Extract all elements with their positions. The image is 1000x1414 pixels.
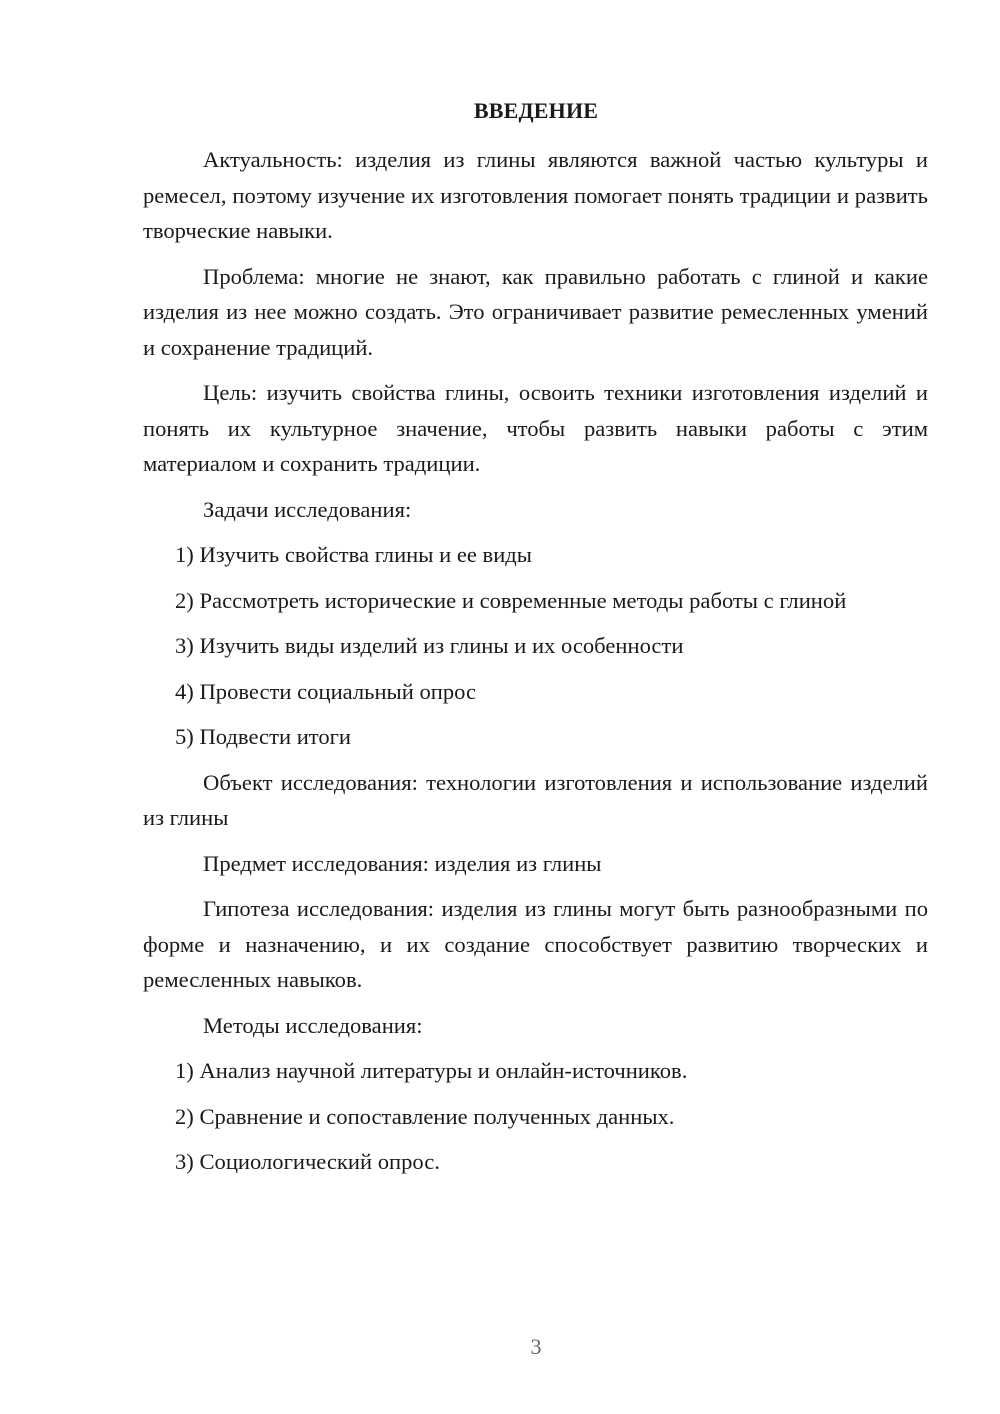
relevance-paragraph: Актуальность: изделия из глины являются важной частью культуры и ремесел, поэтому изучение их изготовления помогает понять традиции и развить творческие навыки. xyxy=(143,147,928,243)
subject-paragraph: Предмет исследования: изделия из глины xyxy=(203,850,602,876)
section-heading: ВВЕДЕНИЕ xyxy=(473,98,599,123)
introduction-body xyxy=(143,142,928,1190)
method-item: 3) Социологический опрос. xyxy=(175,1149,440,1174)
goal-paragraph: Цель: изучить свойства глины, освоить техники изготовления изделий и понять их культурное значение, чтобы развить навыки работы с этим материалом и сохранить традиции. xyxy=(143,380,928,476)
page-number: 3 xyxy=(530,1334,542,1359)
task-item: 2) Рассмотреть исторические и современные методы работы с глиной xyxy=(175,587,847,613)
task-item: 5) Подвести итоги xyxy=(175,724,352,749)
tasks-label: Задачи исследования: xyxy=(203,496,412,522)
task-item: 4) Провести социальный опрос xyxy=(175,678,477,704)
method-item: 2) Сравнение и сопоставление полученных данных. xyxy=(175,1103,675,1129)
method-item: 1) Анализ научной литературы и онлайн-источников. xyxy=(175,1058,688,1083)
hypothesis-paragraph: Гипотеза исследования: изделия из глины могут быть разнообразными по форме и назначению, и их создание способствует развитию творческих и ремесленных навыков. xyxy=(143,896,928,992)
task-item: 1) Изучить свойства глины и ее виды xyxy=(175,542,532,567)
task-item: 3) Изучить виды изделий из глины и их особенности xyxy=(175,633,684,658)
object-paragraph: Объект исследования: технологии изготовления и использование изделий из глины xyxy=(143,769,928,830)
problem-paragraph: Проблема: многие не знают, как правильно работать с глиной и какие изделия из нее можно создать. Это ограничивает развитие ремесленных умений и сохранение традиций. xyxy=(143,263,928,360)
methods-label: Методы исследования: xyxy=(203,1012,423,1038)
